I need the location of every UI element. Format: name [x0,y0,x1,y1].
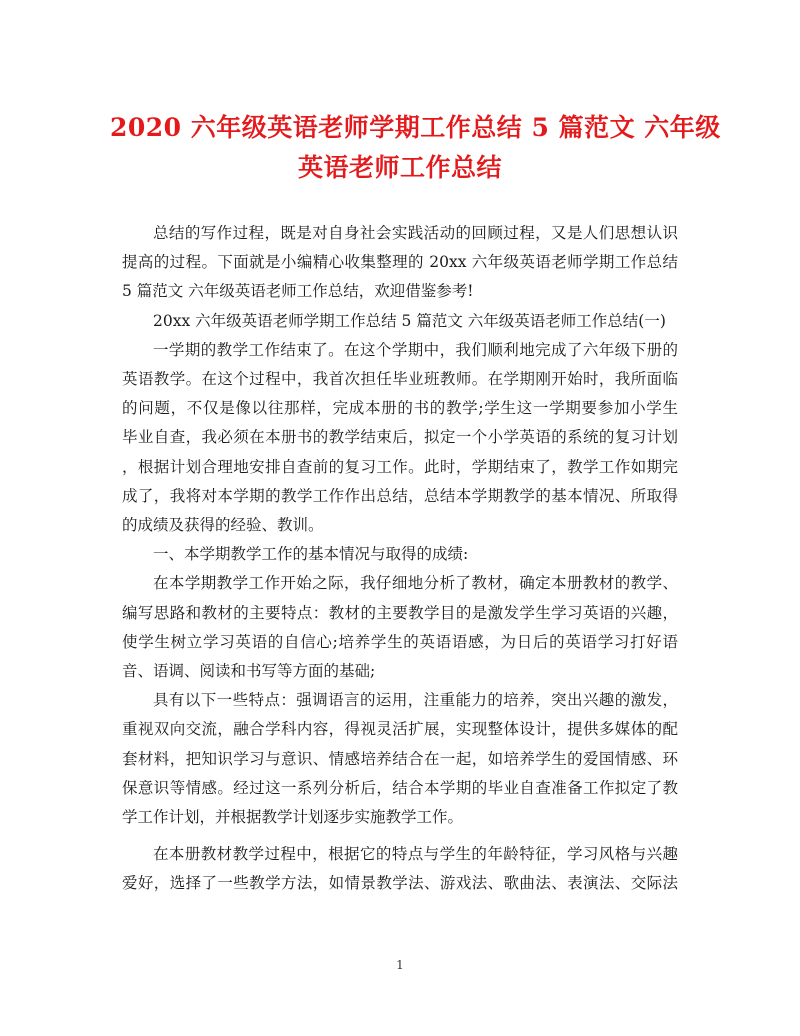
paragraph-line: 音、语调、阅读和书写等方面的基础; [122,662,376,681]
page-number: 1 [396,958,404,972]
paragraph-spacer [122,832,678,840]
paragraph-line: 套材料，把知识学习与意识、情感培养结合在一起，如培养学生的爱国情感、环 [122,749,678,768]
paragraph-textbook-analysis [122,569,678,686]
paragraph-line: 学工作计划，并根据教学计划逐步实施教学工作。 [122,808,464,827]
document-body [122,219,678,899]
paragraph-line: 一学期的教学工作结束了。在这个学期中，我们顺利地完成了六年级下册的 [153,340,678,359]
paragraph-section-heading [122,307,678,336]
paragraph-line: ，根据计划合理地安排自查前的复习工作。此时，学期结束了，教学工作如期完 [122,457,678,476]
title-line-2: 英语老师工作总结 [297,153,502,182]
paragraph-line: 在本学期教学工作开始之际，我仔细地分析了教材，确定本册教材的教学、 [153,574,678,593]
paragraph-semester-summary [122,336,678,540]
paragraph-line: 提高的过程。下面就是小编精心收集整理的 20xx 六年级英语老师学期工作总结 [122,253,678,272]
paragraph-line: 的问题，不仅是像以往那样，完成本册的书的教学;学生这一学期要参加小学生 [122,399,678,418]
paragraph-line: 英语教学。在这个过程中，我首次担任毕业班教师。在学期刚开始时，我所面临 [122,370,678,389]
paragraph-line: 重视双向交流，融合学科内容，得视灵活扩展，实现整体设计，提供多媒体的配 [122,720,678,739]
paragraph-intro [122,219,678,307]
paragraph-line: 编写思路和教材的主要特点：教材的主要教学目的是激发学生学习英语的兴趣， [122,603,678,622]
paragraph-teaching-methods [122,840,678,898]
paragraph-line: 的成绩及获得的经验、教训。 [122,516,324,535]
paragraph-line: 成了，我将对本学期的教学工作作出总结，总结本学期教学的基本情况、所取得 [122,486,678,505]
paragraph-line: 爱好，选择了一些教学方法，如情景教学法、游戏法、歌曲法、表演法、交际法 [122,874,678,893]
paragraph-line: 一、本学期教学工作的基本情况与取得的成绩: [153,545,469,564]
paragraph-line: 总结的写作过程，既是对自身社会实践活动的回顾过程，又是人们思想认识 [153,224,678,242]
paragraph-heading-one [122,540,678,569]
document-title [110,108,721,188]
paragraph-line: 保意识等情感。经过这一系列分析后，结合本学期的毕业自查准备工作拟定了教 [122,778,678,797]
paragraph-features [122,686,678,832]
paragraph-line: 5 篇范文 六年级英语老师工作总结，欢迎借鉴参考! [122,282,474,301]
paragraph-line: 在本册教材教学过程中，根据它的特点与学生的年龄特征，学习风格与兴趣 [153,845,678,864]
paragraph-line: 毕业自查，我必须在本册书的教学结束后，拟定一个小学英语的系统的复习计划 [122,428,678,447]
paragraph-line: 使学生树立学习英语的自信心;培养学生的英语语感，为日后的英语学习打好语 [122,632,678,651]
paragraph-line: 20xx 六年级英语老师学期工作总结 5 篇范文 六年级英语老师工作总结(一) [153,311,666,330]
title-line-1: 2020 六年级英语老师学期工作总结 5 篇范文 六年级 [110,113,721,142]
paragraph-line: 具有以下一些特点：强调语言的运用，注重能力的培养，突出兴趣的激发， [153,691,678,710]
